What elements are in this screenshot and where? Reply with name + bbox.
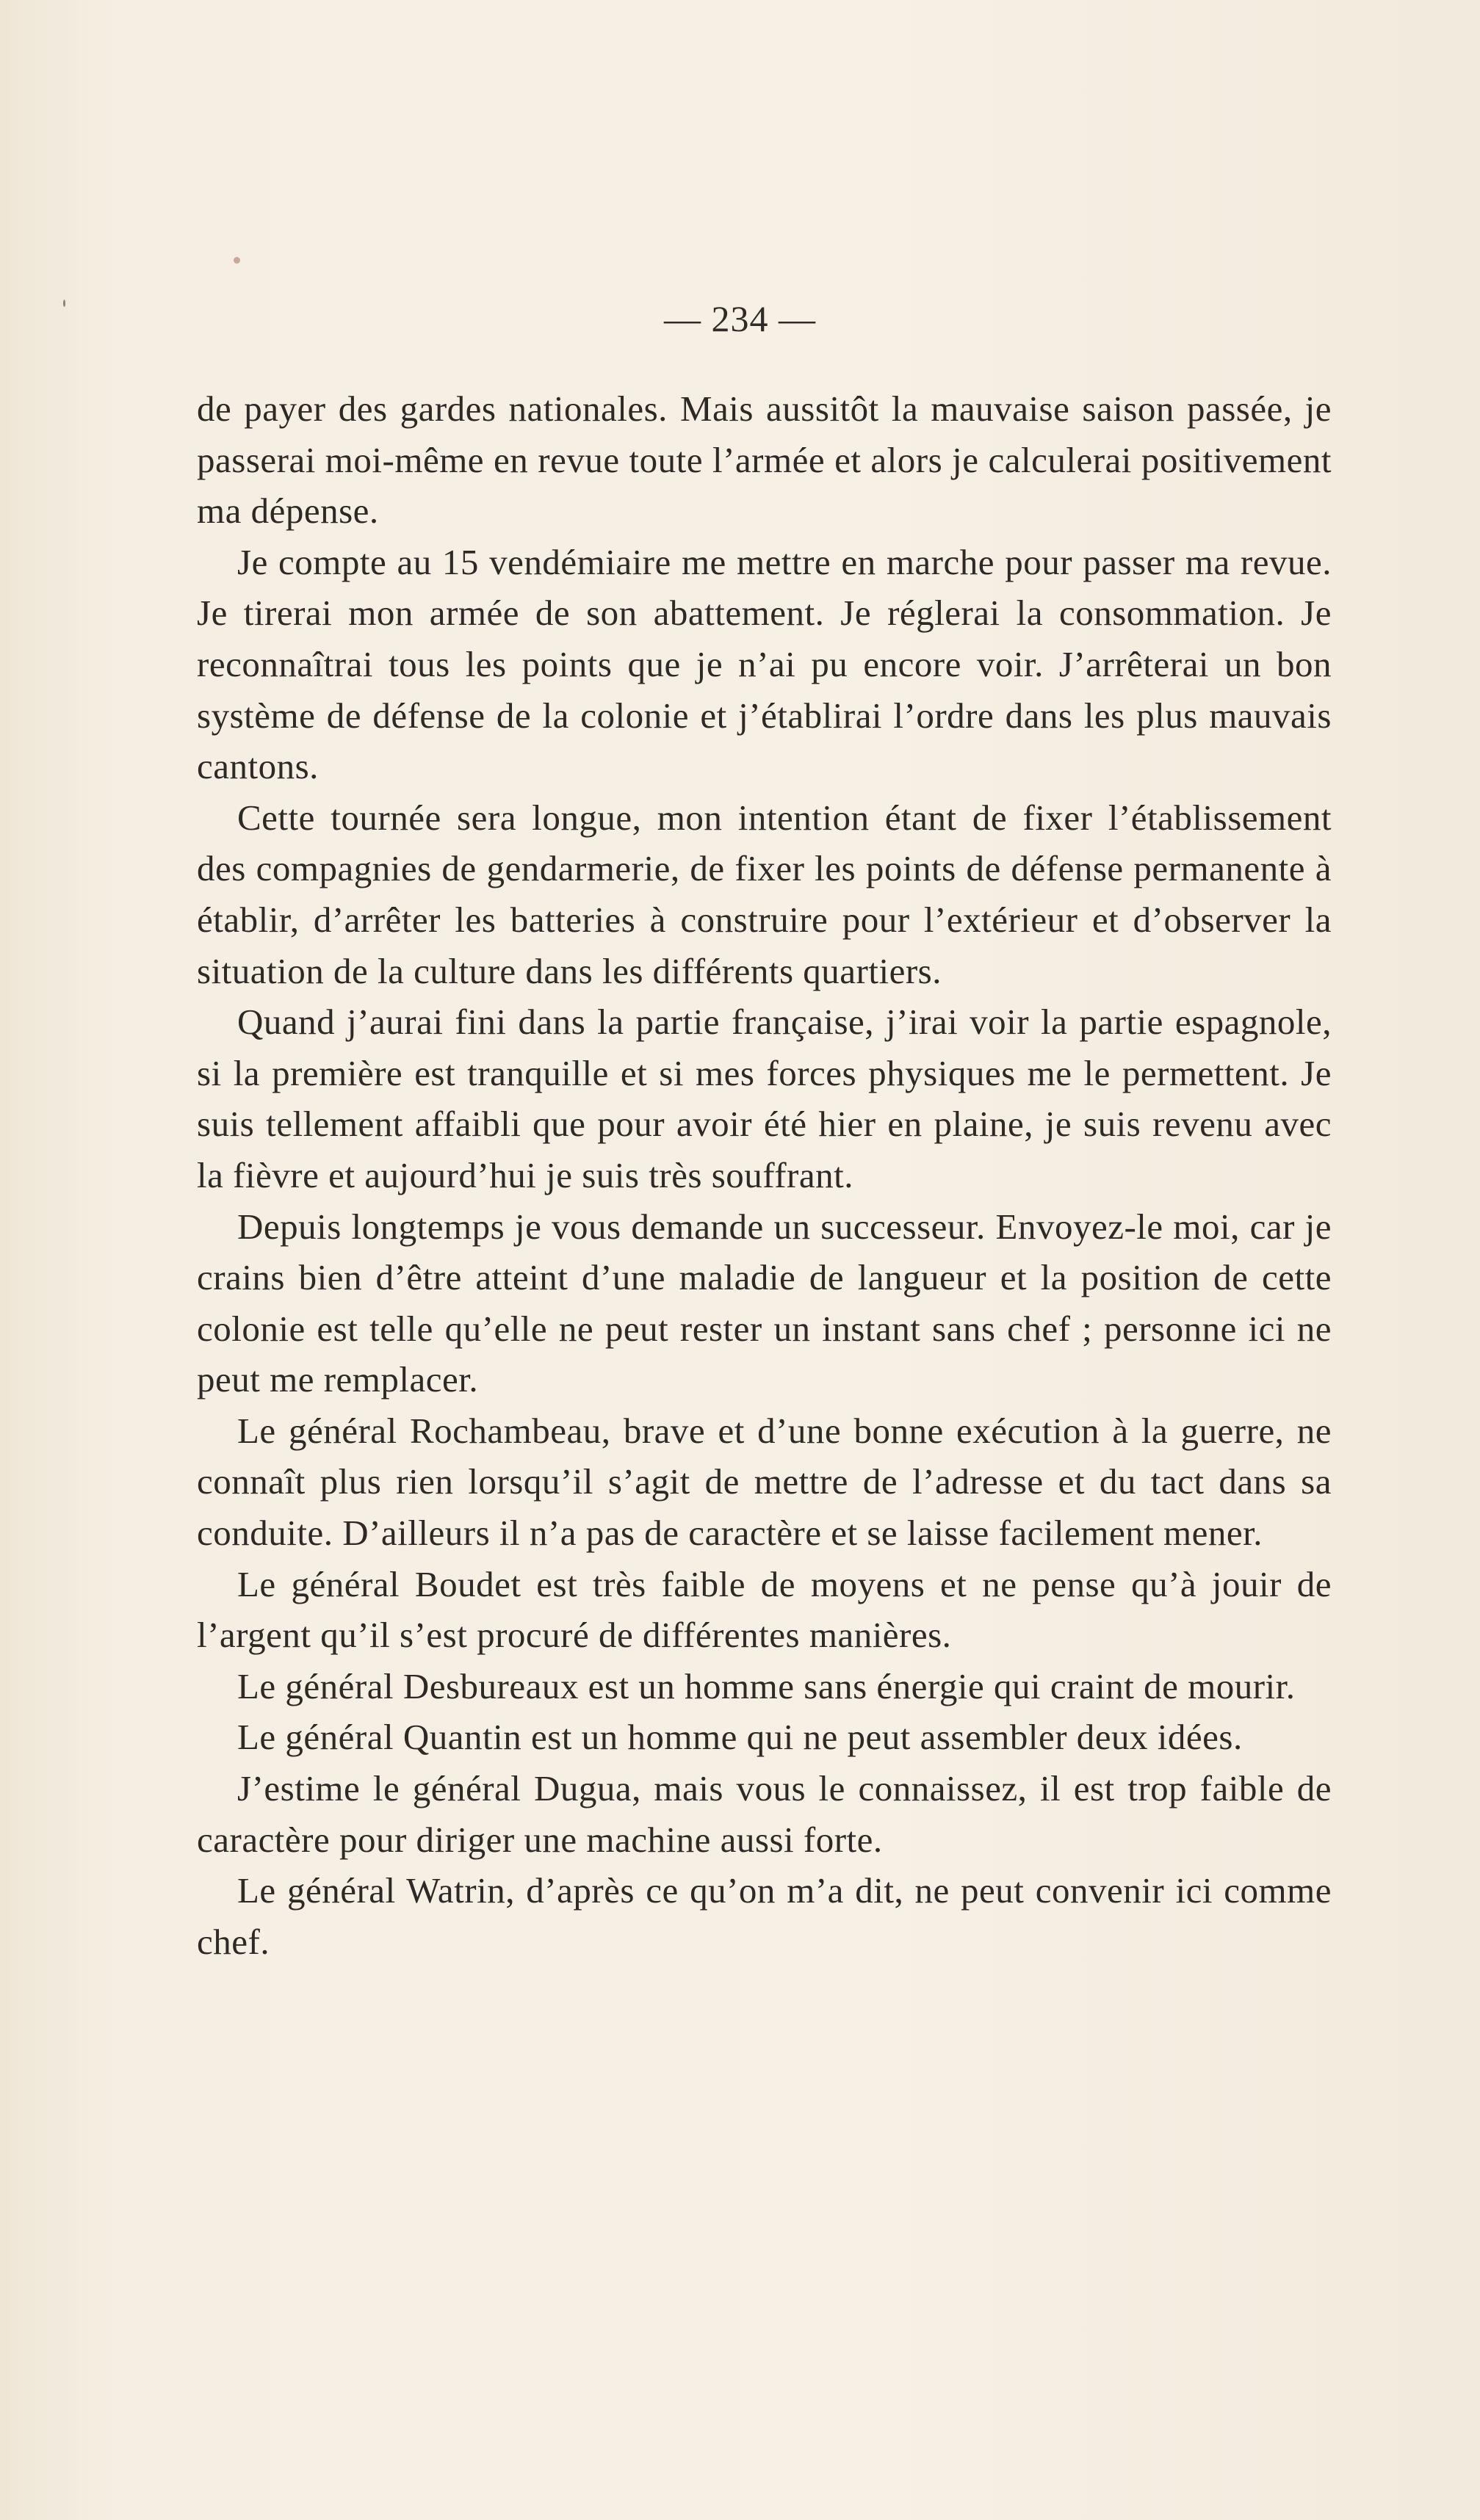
paragraph: Quand j’aurai fini dans la partie française, j’irai voir la partie espagnole, si la première est tranquille et si mes forces physiques me le permettent. Je suis tellement affaibli que pour avoir été hier en plaine, je suis revenu avec la fièvre et aujourd’hui je suis très souffrant. bbox=[197, 1002, 1332, 1195]
paragraph: Le général Watrin, d’après ce qu’on m’a dit, ne peut convenir ici comme chef. bbox=[197, 1870, 1332, 1962]
paragraph: Cette tournée sera longue, mon intention étant de fixer l’établissement des compagnies de gendarmerie, de fixer les points de défense permanente à établir, d’arrêter les batteries à construire pour l’extérieur et d’observer la situation de la culture dans les différents quartiers. bbox=[197, 797, 1332, 991]
body-text bbox=[197, 383, 1332, 1967]
page-number: — 234 — bbox=[664, 298, 816, 339]
paragraph: Depuis longtemps je vous demande un successeur. Envoyez-le moi, car je crains bien d’être atteint d’une maladie de langueur et la position de cette colonie est telle qu’elle ne peut rester un instant sans chef ; personne ici ne peut me remplacer. bbox=[197, 1206, 1332, 1400]
paragraph: Je compte au 15 vendémiaire me mettre en marche pour passer ma revue. Je tirerai mon armée de son abattement. Je réglerai la consommation. Je reconnaîtrai tous les points que je n’ai pu encore voir. J’arrêterai un bon système de défense de la colonie et j’établirai l’ordre dans les plus mauvais cantons. bbox=[197, 541, 1332, 787]
paragraph: Le général Quantin est un homme qui ne peut assembler deux idées. bbox=[237, 1717, 1243, 1758]
paper-speck bbox=[234, 257, 240, 264]
paragraph: Le général Desbureaux est un homme sans énergie qui craint de mourir. bbox=[237, 1665, 1296, 1706]
paragraph: Le général Boudet est très faible de moyens et ne pense qu’à jouir de l’argent qu’il s’est procuré de différentes manières. bbox=[197, 1563, 1332, 1656]
paragraph: J’estime le général Dugua, mais vous le connaissez, il est trop faible de caractère pour diriger une machine aussi forte. bbox=[197, 1768, 1332, 1860]
paragraph: Le général Rochambeau, brave et d’une bonne exécution à la guerre, ne connaît plus rien lorsqu’il s’agit de mettre de l’adresse et du tact dans sa conduite. D’ailleurs il n’a pas de caractère et se laisse facilement mener. bbox=[197, 1410, 1332, 1554]
paragraph: de payer des gardes nationales. Mais aussitôt la mauvaise saison passée, je passerai moi-même en revue toute l’armée et alors je calculerai positivement ma dépense. bbox=[197, 388, 1332, 532]
